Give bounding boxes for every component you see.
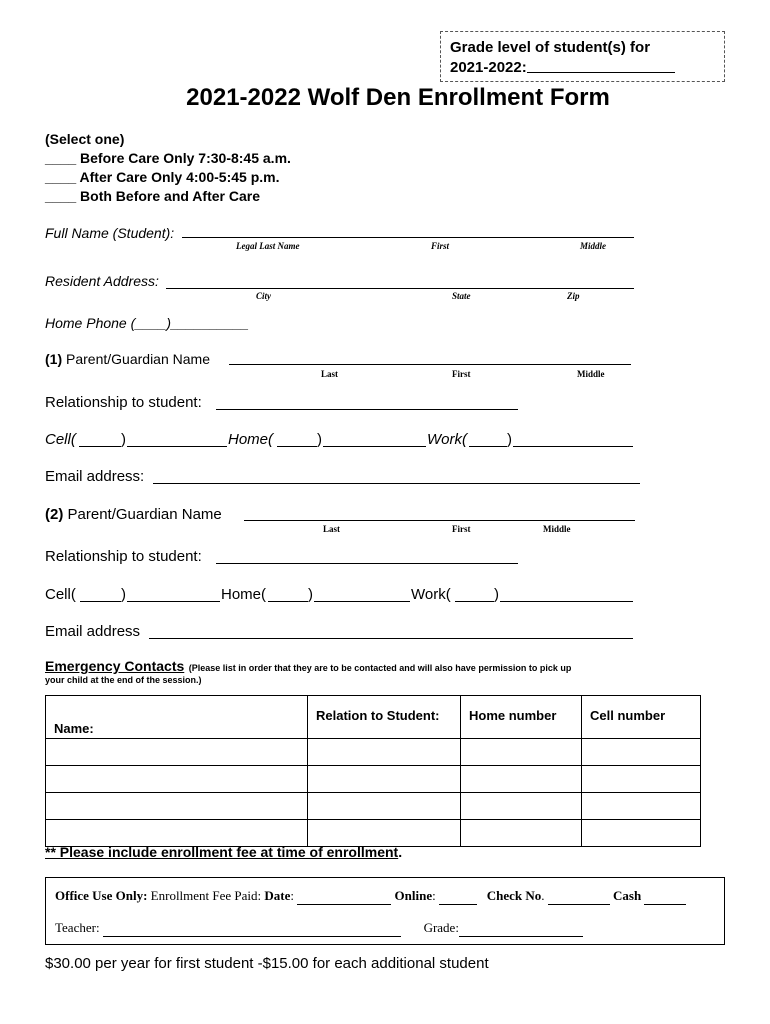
guardian2-middle-sublabel: Middle bbox=[543, 524, 571, 534]
table-header-row bbox=[46, 696, 701, 739]
address-zip-sublabel: Zip bbox=[567, 291, 580, 301]
grade-level-box bbox=[440, 31, 725, 82]
office-grade-field[interactable] bbox=[459, 920, 583, 937]
guardian1-last-sublabel: Last bbox=[321, 369, 339, 379]
office-use-box bbox=[45, 877, 725, 945]
price-note: $30.00 per year for first student -$15.00 for each additional student bbox=[45, 955, 489, 972]
col-relation-header: Relation to Student: bbox=[308, 696, 461, 739]
option-both-care[interactable]: ____ Both Before and After Care bbox=[45, 188, 260, 204]
emergency-contacts-table bbox=[45, 695, 701, 847]
guardian2-work-label: Work( bbox=[411, 586, 451, 603]
page-title: 2021-2022 Wolf Den Enrollment Form bbox=[186, 84, 610, 111]
office-teacher-field[interactable] bbox=[103, 920, 401, 937]
guardian2-email-label: Email address bbox=[45, 623, 141, 640]
guardian2-home-area[interactable] bbox=[268, 601, 308, 602]
guardian1-relationship-field[interactable] bbox=[216, 409, 518, 410]
table-row[interactable] bbox=[46, 793, 701, 820]
emergency-heading-row bbox=[45, 658, 571, 676]
guardian2-email-field[interactable] bbox=[149, 638, 633, 639]
guardian1-cell-area[interactable] bbox=[79, 446, 121, 447]
guardian1-cell-label: Cell( bbox=[45, 431, 76, 448]
office-check-field[interactable] bbox=[548, 888, 610, 905]
guardian1-home-field[interactable] bbox=[323, 446, 426, 447]
address-field[interactable] bbox=[166, 288, 634, 289]
student-last-sublabel: Legal Last Name bbox=[236, 241, 300, 251]
emergency-heading: Emergency Contacts bbox=[45, 658, 185, 674]
select-heading: (Select one) bbox=[45, 131, 125, 147]
guardian2-home-label: Home( bbox=[221, 586, 267, 603]
guardian1-home-area[interactable] bbox=[277, 446, 317, 447]
guardian2-work-field[interactable] bbox=[500, 601, 633, 602]
student-name-field[interactable] bbox=[182, 237, 634, 238]
guardian2-cell-area[interactable] bbox=[80, 601, 121, 602]
guardian1-email-label: Email address: bbox=[45, 468, 145, 485]
guardian1-work-label: Work( bbox=[427, 431, 467, 448]
col-cell-header: Cell number bbox=[582, 696, 701, 739]
option-after-care[interactable]: ____ After Care Only 4:00-5:45 p.m. bbox=[45, 169, 280, 185]
guardian2-cell-field[interactable] bbox=[127, 601, 220, 602]
table-row[interactable] bbox=[46, 739, 701, 766]
office-row-1: Office Use Only: Enrollment Fee Paid: Date: Online: Check No. Cash bbox=[55, 888, 686, 905]
address-state-sublabel: State bbox=[452, 291, 471, 301]
home-phone-field[interactable]: Home Phone (____)__________ bbox=[45, 315, 249, 331]
table-row[interactable] bbox=[46, 820, 701, 847]
address-label: Resident Address: bbox=[45, 273, 159, 289]
student-middle-sublabel: Middle bbox=[580, 241, 606, 251]
guardian2-first-sublabel: First bbox=[452, 524, 471, 534]
table-row[interactable] bbox=[46, 766, 701, 793]
office-online-field[interactable] bbox=[439, 888, 477, 905]
guardian2-work-area[interactable] bbox=[455, 601, 494, 602]
grade-level-label: Grade level of student(s) for bbox=[450, 39, 651, 56]
address-city-sublabel: City bbox=[256, 291, 271, 301]
guardian2-relationship-field[interactable] bbox=[216, 563, 518, 564]
office-cash-field[interactable] bbox=[644, 888, 686, 905]
guardian2-home-field[interactable] bbox=[314, 601, 410, 602]
guardian1-relationship-label: Relationship to student: bbox=[45, 394, 202, 411]
guardian2-relationship-label: Relationship to student: bbox=[45, 548, 202, 565]
guardian2-cell-label: Cell( bbox=[45, 586, 76, 603]
guardian1-work-area[interactable] bbox=[469, 446, 507, 447]
guardian1-home-label: Home( bbox=[228, 431, 274, 448]
guardian1-cell-field[interactable] bbox=[127, 446, 227, 447]
grade-level-year: 2021-2022: bbox=[450, 59, 527, 76]
fee-note: ** Please include enrollment fee at time of enrollment. bbox=[45, 844, 403, 860]
office-row-2: Teacher: Grade: bbox=[55, 920, 583, 937]
guardian1-work-field[interactable] bbox=[513, 446, 633, 447]
guardian1-first-sublabel: First bbox=[452, 369, 471, 379]
guardian1-name-field[interactable] bbox=[229, 364, 631, 365]
guardian2-last-sublabel: Last bbox=[323, 524, 341, 534]
emergency-note-cont: your child at the end of the session.) bbox=[45, 675, 202, 685]
guardian2-name-field[interactable] bbox=[244, 520, 635, 521]
emergency-note: (Please list in order that they are to be contacted and will also have permission to pick up bbox=[188, 663, 572, 673]
student-first-sublabel: First bbox=[431, 241, 450, 251]
grade-level-field[interactable] bbox=[527, 58, 675, 73]
guardian1-label: (1) Parent/Guardian Name bbox=[45, 351, 210, 367]
option-before-care[interactable]: ____ Before Care Only 7:30-8:45 a.m. bbox=[45, 150, 291, 166]
student-name-label: Full Name (Student): bbox=[45, 225, 175, 241]
guardian1-middle-sublabel: Middle bbox=[577, 369, 605, 379]
office-date-field[interactable] bbox=[297, 888, 391, 905]
col-home-header: Home number bbox=[461, 696, 582, 739]
guardian2-label: (2) Parent/Guardian Name bbox=[45, 506, 222, 523]
guardian1-email-field[interactable] bbox=[153, 483, 640, 484]
col-name-header: Name: bbox=[46, 696, 308, 739]
